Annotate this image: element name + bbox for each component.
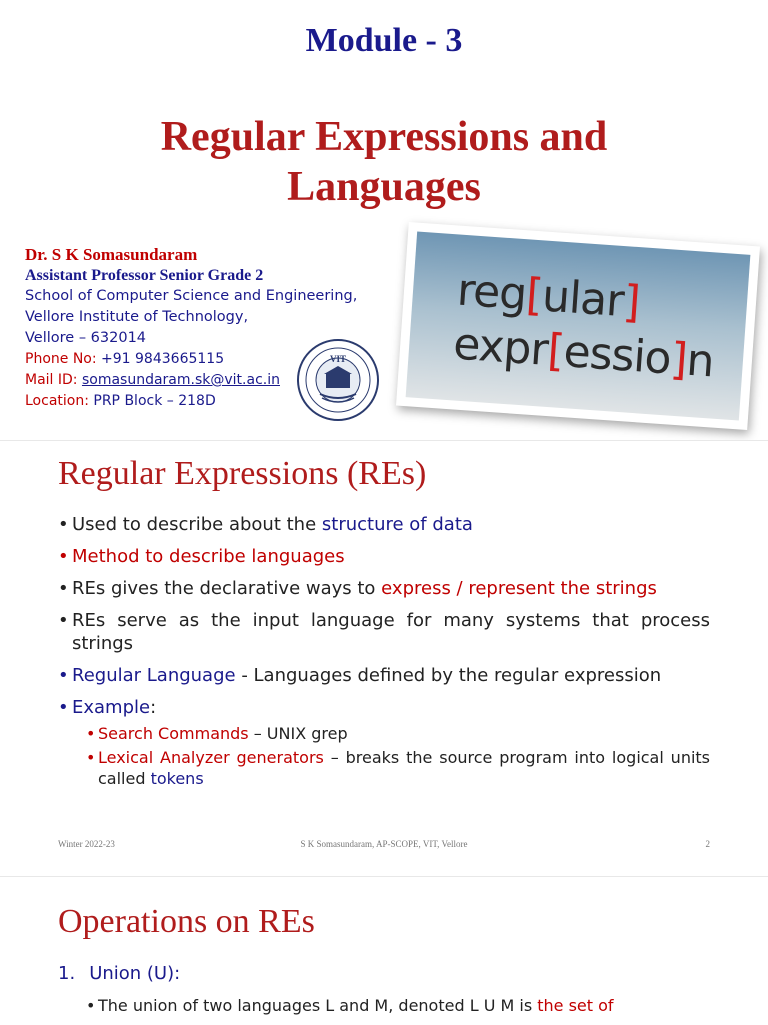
sub-bullet-highlight: Search Commands: [98, 724, 249, 743]
mail-link[interactable]: somasundaram.sk@vit.ac.in: [81, 372, 280, 388]
bullet-item: [58, 577, 710, 600]
author-institute: Vellore Institute of Technology,: [25, 309, 249, 325]
bullet-text: Used to describe about the: [72, 514, 322, 535]
operations-slide: [0, 876, 768, 1025]
bullet-item: [58, 664, 710, 687]
regex-photo: [396, 222, 760, 430]
bullet-text: Example: [72, 697, 151, 718]
bullet-highlight: structure of data: [321, 514, 473, 535]
bullet-text: - Languages defined by the regular expression: [235, 665, 662, 686]
bullet-text: REs gives the declarative ways to: [72, 578, 382, 599]
phone-value: +91 9843665115: [101, 351, 225, 367]
page-number: 2: [705, 839, 710, 849]
regex-bracket: [: [545, 324, 566, 378]
item-number: 1.: [58, 963, 76, 984]
bullet-item: [58, 609, 710, 655]
numbered-item: [58, 963, 180, 984]
regex-image: [406, 232, 751, 421]
regex-text: ular: [540, 270, 626, 328]
regex-bracket: ]: [668, 333, 689, 386]
regex-line-2: [452, 318, 716, 387]
author-name: Dr. S K Somasundaram: [25, 245, 198, 264]
regex-text: essio: [561, 326, 673, 385]
bullet-text: REs serve as the input language for many systems that process strings: [72, 610, 710, 654]
location-label: Location:: [25, 393, 94, 409]
slide-title: Regular Expressions (REs): [58, 455, 427, 492]
sub-bullet-highlight: tokens: [150, 769, 204, 788]
main-title-line1: Regular Expressions and: [160, 114, 608, 160]
regex-line-1: [455, 265, 641, 329]
title-slide: [0, 0, 768, 440]
sub-bullet-item: [58, 747, 710, 789]
sub-bullet-text: The union of two languages L and M, denoted L U M is: [98, 996, 538, 1015]
sub-bullet-item: [58, 995, 710, 1016]
regex-text: reg: [455, 264, 528, 321]
sub-bullet-text: – breaks the source program into logical units called: [98, 748, 711, 788]
bullet-list: [58, 513, 710, 792]
author-designation: Assistant Professor Senior Grade 2: [25, 267, 264, 284]
regex-bracket: ]: [621, 276, 642, 329]
module-title: Module - 3: [305, 22, 463, 59]
vit-logo-icon: [296, 338, 380, 422]
bullet-colon: :: [150, 697, 157, 718]
footer-term: Winter 2022-23: [58, 839, 115, 849]
regex-text: expr: [451, 318, 550, 376]
location-value: PRP Block – 218D: [93, 393, 216, 409]
sub-bullet-highlight: Lexical Analyzer generators: [98, 748, 324, 767]
regex-text: n: [684, 334, 716, 388]
mail-label: Mail ID:: [25, 372, 82, 388]
bullet-text: Method to describe languages: [72, 546, 345, 567]
bullet-item: [58, 696, 710, 719]
item-text: Union (U):: [89, 963, 181, 984]
bullet-item: [58, 545, 710, 568]
sub-bullet-highlight: the set of: [537, 996, 614, 1015]
main-title-line2: Languages: [287, 164, 481, 210]
regex-bracket: [: [524, 269, 545, 322]
bullet-item: [58, 513, 710, 536]
sub-bullet-text: – UNIX grep: [248, 724, 348, 743]
main-title: [100, 112, 668, 212]
author-school: School of Computer Science and Engineering,: [25, 288, 358, 304]
footer-author: S K Somasundaram, AP-SCOPE, VIT, Vellore: [300, 839, 468, 849]
logo-text: VIT: [329, 354, 347, 364]
author-address: Vellore – 632014: [25, 330, 147, 346]
res-slide: [0, 440, 768, 861]
bullet-highlight: express / represent the strings: [381, 578, 657, 599]
slide-title: Operations on REs: [58, 903, 315, 940]
sub-bullet-item: [58, 723, 710, 744]
phone-label: Phone No:: [25, 351, 102, 367]
bullet-highlight: Regular Language: [72, 665, 236, 686]
